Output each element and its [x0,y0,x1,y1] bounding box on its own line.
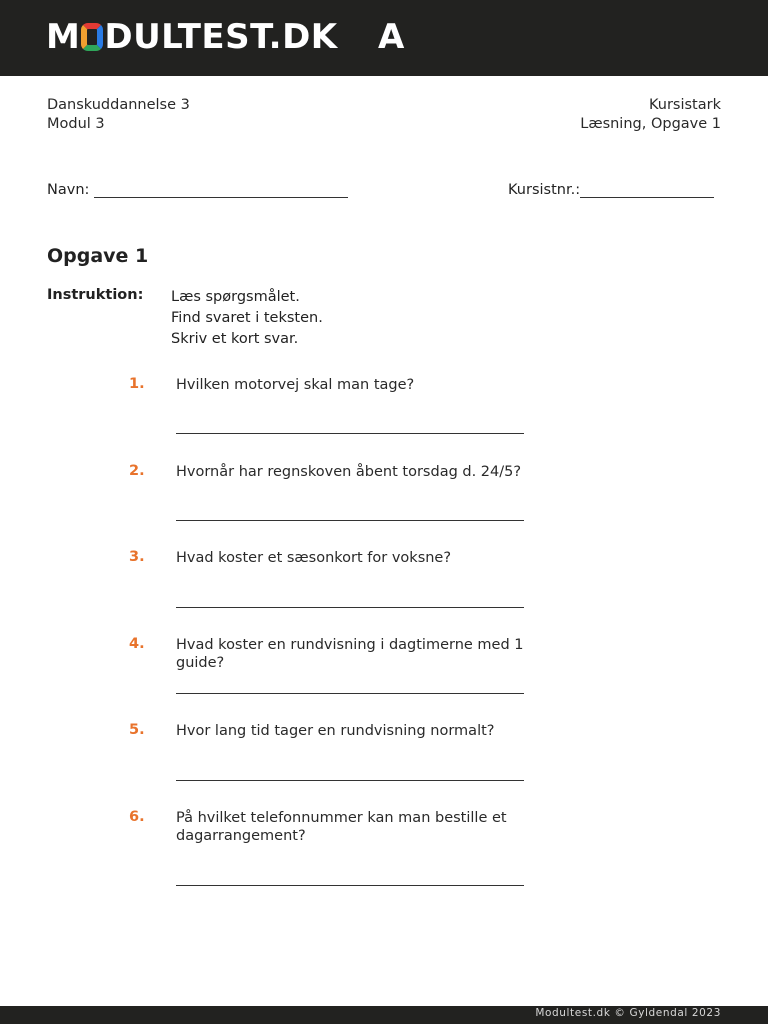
question-number: 1. [129,376,145,392]
question-text: På hvilket telefonnummer kan man bestille et dagarrangement? [176,810,507,844]
name-answer-line[interactable] [94,181,348,198]
name-label: Navn: [47,182,90,198]
copyright-text: Modultest.dk © Gyldendal 2023 [535,1007,721,1019]
question-number: 3. [129,549,145,565]
logo-ring-icon [81,23,103,51]
question-number: 5. [129,722,145,738]
instruction-list [171,287,323,350]
module-name: Modul 3 [47,116,105,132]
logo-text: DULTEST.DK [104,17,338,57]
test-version: A [378,17,405,57]
instruction-item: Find svaret i teksten. [171,310,323,326]
sheet-section: Læsning, Opgave 1 [580,116,721,132]
course-info [47,96,190,134]
name-field [47,180,348,200]
modultest-logo [46,17,338,57]
instruction-item: Læs spørgsmålet. [171,289,300,305]
student-number-answer-line[interactable] [580,181,714,198]
sheet-role: Kursistark [648,97,721,113]
page-footer [0,1006,768,1024]
page-header [0,0,768,76]
answer-line[interactable] [176,885,524,886]
question-text: Hvilken motorvej skal man tage? [176,377,415,393]
answer-line[interactable] [176,520,524,521]
question-text: Hvor lang tid tager en rundvisning normalt? [176,723,495,739]
question-text: Hvornår har regnskoven åbent torsdag d. 24/5? [176,464,522,480]
course-name: Danskuddannelse 3 [47,97,190,113]
question-text: Hvad koster en rundvisning i dagtimerne med 1 guide? [176,637,524,671]
question-number: 4. [129,636,145,652]
answer-line[interactable] [176,780,524,781]
question-number: 6. [129,809,145,825]
student-number-field [508,180,714,200]
question-text: Hvad koster et sæsonkort for voksne? [176,550,452,566]
answer-line[interactable] [176,433,524,434]
instruction-label: Instruktion: [47,287,144,303]
answer-line[interactable] [176,607,524,608]
student-number-label: Kursistnr.: [508,182,581,198]
question-number: 2. [129,463,145,479]
sheet-info [580,96,721,134]
task-title: Opgave 1 [47,245,149,267]
logo-letter-m: M [46,17,81,57]
instruction-item: Skriv et kort svar. [171,331,299,347]
answer-line[interactable] [176,693,524,694]
